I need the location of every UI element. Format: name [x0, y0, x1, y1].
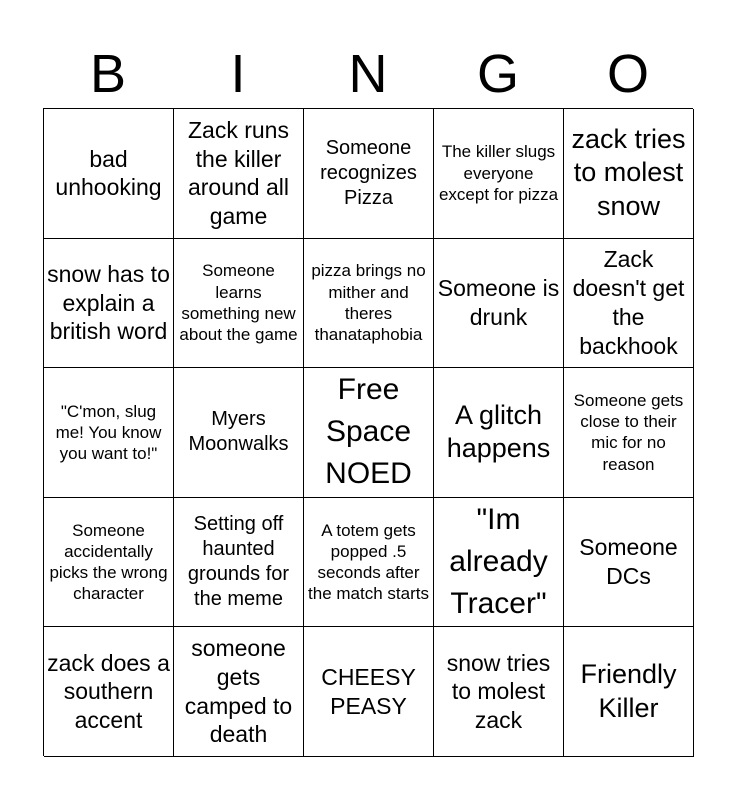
- bingo-cell[interactable]: Someone is drunk: [434, 239, 564, 369]
- bingo-cell[interactable]: A glitch happens: [434, 368, 564, 498]
- bingo-board: [43, 108, 693, 756]
- bingo-cell[interactable]: snow has to explain a british word: [44, 239, 174, 369]
- header-letter-n: N: [348, 44, 388, 104]
- bingo-cell[interactable]: pizza brings no mither and theres thanataphobia: [304, 239, 434, 369]
- bingo-cell[interactable]: Friendly Killer: [564, 627, 694, 757]
- bingo-cell[interactable]: Setting off haunted grounds for the meme: [174, 498, 304, 628]
- bingo-cell[interactable]: Someone gets close to their mic for no reason: [564, 368, 694, 498]
- bingo-cell[interactable]: "Im already Tracer": [434, 498, 564, 628]
- header-letter-b: B: [89, 44, 127, 104]
- bingo-cell[interactable]: The killer slugs everyone except for pizza: [434, 109, 564, 239]
- header-letter-o: O: [606, 44, 649, 104]
- bingo-cell[interactable]: Someone DCs: [564, 498, 694, 628]
- bingo-cell[interactable]: A totem gets popped .5 seconds after the match starts: [304, 498, 434, 628]
- bingo-cell[interactable]: CHEESY PEASY: [304, 627, 434, 757]
- header-letter-i: I: [230, 44, 246, 104]
- bingo-cell[interactable]: Someone learns something new about the game: [174, 239, 304, 369]
- bingo-header: [43, 40, 693, 108]
- bingo-cell[interactable]: zack tries to molest snow: [564, 109, 694, 239]
- bingo-cell[interactable]: Someone accidentally picks the wrong character: [44, 498, 174, 628]
- bingo-cell[interactable]: Zack runs the killer around all game: [174, 109, 304, 239]
- bingo-cell[interactable]: Myers Moonwalks: [174, 368, 304, 498]
- bingo-cell[interactable]: zack does a southern accent: [44, 627, 174, 757]
- header-letter-g: G: [476, 44, 519, 104]
- bingo-cell[interactable]: snow tries to molest zack: [434, 627, 564, 757]
- bingo-cell[interactable]: "C'mon, slug me! You know you want to!": [44, 368, 174, 498]
- bingo-cell[interactable]: bad unhooking: [44, 109, 174, 239]
- bingo-cell[interactable]: Someone recognizes Pizza: [304, 109, 434, 239]
- bingo-cell[interactable]: someone gets camped to death: [174, 627, 304, 757]
- bingo-cell[interactable]: Zack doesn't get the backhook: [564, 239, 694, 369]
- free-space-cell[interactable]: Free Space NOED: [304, 368, 434, 498]
